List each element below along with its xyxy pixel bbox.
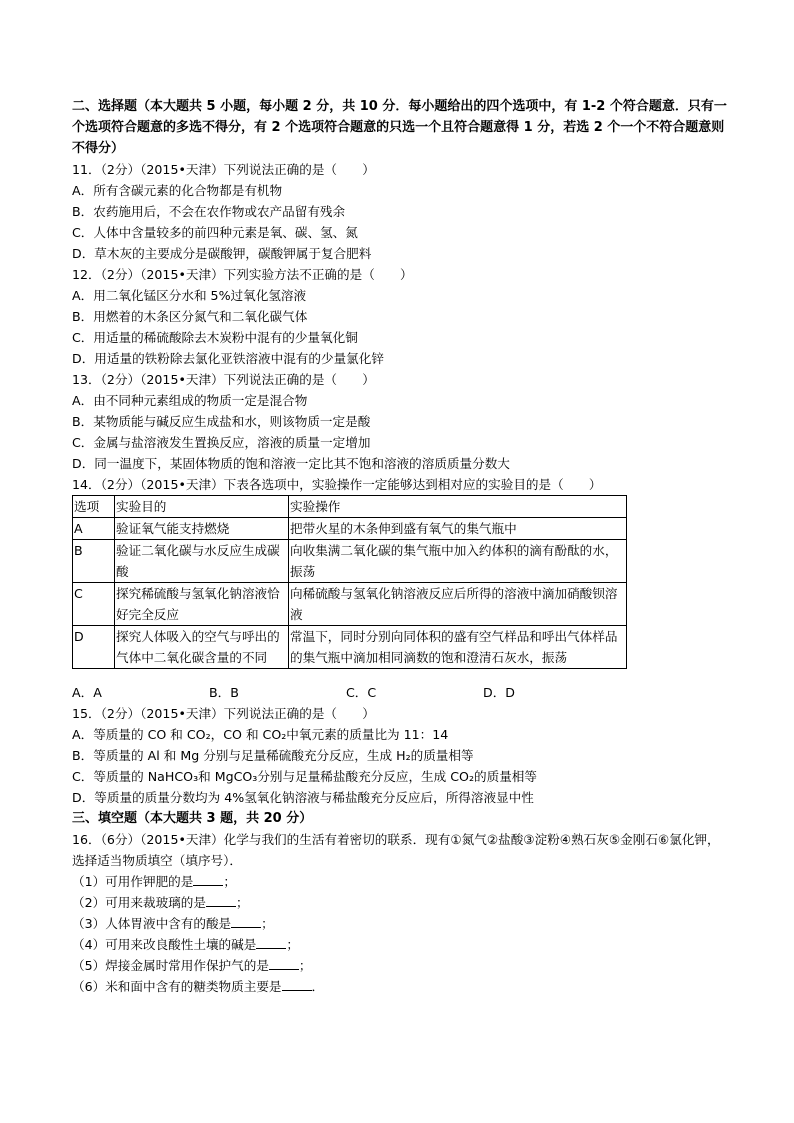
question-16	[72, 829, 732, 997]
q16-item-6	[72, 976, 732, 997]
table-cell: A	[73, 518, 115, 540]
q16-item-2	[72, 892, 732, 913]
q13-option-a: A．由不同种元素组成的物质一定是混合物	[72, 393, 308, 408]
q16-item-1	[72, 871, 732, 892]
table-cell: 把带火星的木条伸到盛有氧气的集气瓶中	[289, 518, 627, 540]
table-cell: 探究人体吸入的空气与呼出的气体中二氧化碳含量的不同	[115, 626, 289, 669]
table-header-row	[73, 496, 627, 518]
table-row	[73, 540, 627, 583]
answer-blank[interactable]	[269, 957, 299, 970]
q16-item-text: （2）可用来裁玻璃的是	[72, 895, 206, 910]
table-cell: 验证氧气能支持燃烧	[115, 518, 289, 540]
q11-option-d: D．草木灰的主要成分是碳酸钾，碳酸钾属于复合肥料	[72, 246, 372, 261]
q16-item-text: （6）米和面中含有的糖类物质主要是	[72, 979, 282, 994]
q16-item-punct: ；	[235, 895, 249, 910]
q16-item-text: （4）可用来改良酸性土壤的碱是	[72, 937, 257, 952]
q16-item-punct: ；	[223, 874, 236, 889]
q15-option-d: D．等质量的质量分数均为 4%氢氧化钠溶液与稀盐酸充分反应后，所得溶液显中性	[72, 790, 534, 805]
table-header-cell: 实验操作	[289, 496, 627, 518]
table-cell: 向稀硫酸与氢氧化钠溶液反应后所得的溶液中滴加硝酸钡溶液	[289, 583, 627, 626]
q14-stem: 14．（2分）（2015•天津）下表各选项中，实验操作一定能够达到相对应的实验目的是（ ）	[72, 477, 602, 492]
section3-heading: 三、填空题（本大题共 3 题，共 20 分）	[72, 811, 313, 826]
q14-answer-d: D．D	[483, 685, 515, 700]
q16-item-punct: ；	[286, 937, 299, 952]
q13-option-d: D．同一温度下，某固体物质的饱和溶液一定比其不饱和溶液的溶质质量分数大	[72, 456, 510, 471]
question-12	[72, 264, 732, 369]
question-14	[72, 474, 732, 703]
q16-item-punct: ．	[311, 979, 325, 994]
q14-answer-options	[72, 682, 732, 703]
q11-stem: 11．（2分）（2015•天津）下列说法正确的是（ ）	[72, 162, 375, 177]
table-cell: B	[73, 540, 115, 583]
answer-blank[interactable]	[231, 915, 261, 928]
question-13	[72, 369, 732, 474]
q14-answer-b: B．B	[209, 685, 239, 700]
q14-answer-c: C．C	[346, 685, 377, 700]
q14-answer-a: A．A	[72, 685, 102, 700]
table-row	[73, 518, 627, 540]
q16-item-3	[72, 913, 732, 934]
table-row	[73, 583, 627, 626]
table-cell: C	[73, 583, 115, 626]
table-cell: D	[73, 626, 115, 669]
table-header-cell: 选项	[73, 496, 115, 518]
section2-heading: 二、选择题（本大题共 5 小题，每小题 2 分，共 10 分．每小题给出的四个选项中，有 1-2 个符合题意．只有一个选项符合题意的多选不得分，有 2 个选项符合题意的只选一个且符合题意得 1 分，若选 2 个一个不符合题意则不得分）	[72, 99, 727, 156]
table-cell: 验证二氧化碳与水反应生成碳酸	[115, 540, 289, 583]
question-15	[72, 703, 732, 808]
q16-item-text: （1）可用作钾肥的是	[72, 874, 194, 889]
q16-item-4	[72, 934, 732, 955]
q16-item-text: （5）焊接金属时常用作保护气的是	[72, 958, 269, 973]
q11-option-c: C．人体中含量较多的前四种元素是氧、碳、氢、氮	[72, 225, 358, 240]
q15-option-c: C．等质量的 NaHCO₃和 MgCO₃分别与足量稀盐酸充分反应，生成 CO₂的质量相等	[72, 769, 537, 784]
q16-item-5	[72, 955, 732, 976]
answer-blank[interactable]	[206, 894, 236, 907]
q16-item-punct: ；	[298, 958, 312, 973]
q13-option-c: C．金属与盐溶液发生置换反应，溶液的质量一定增加	[72, 435, 371, 450]
q14-table	[72, 495, 627, 669]
exam-page	[72, 96, 732, 997]
q15-option-a: A．等质量的 CO 和 CO₂，CO 和 CO₂中氧元素的质量比为 11：14	[72, 727, 449, 742]
q12-option-b: B．用燃着的木条区分氮气和二氧化碳气体	[72, 309, 308, 324]
table-cell: 向收集满二氧化碳的集气瓶中加入约体积的滴有酚酞的水，振荡	[289, 540, 627, 583]
table-cell: 常温下，同时分别向同体积的盛有空气样品和呼出气体样品的集气瓶中滴加相同滴数的饱和澄清石灰水，振荡	[289, 626, 627, 669]
table-cell: 探究稀硫酸与氢氧化钠溶液恰好完全反应	[115, 583, 289, 626]
table-row	[73, 626, 627, 669]
table-header-cell: 实验目的	[115, 496, 289, 518]
q15-option-b: B．等质量的 Al 和 Mg 分别与足量稀硫酸充分反应，生成 H₂的质量相等	[72, 748, 474, 763]
q12-option-a: A．用二氧化锰区分水和 5%过氧化氢溶液	[72, 288, 307, 303]
q13-option-b: B．某物质能与碱反应生成盐和水，则该物质一定是酸	[72, 414, 371, 429]
q15-stem: 15．（2分）（2015•天津）下列说法正确的是（ ）	[72, 706, 375, 721]
q11-option-a: A．所有含碳元素的化合物都是有机物	[72, 183, 283, 198]
q16-item-punct: ；	[261, 916, 274, 931]
q12-stem: 12．（2分）（2015•天津）下列实验方法不正确的是（ ）	[72, 267, 413, 282]
q16-item-text: （3）人体胃液中含有的酸是	[72, 916, 232, 931]
q11-option-b: B．农药施用后，不会在农作物或农产品留有残余	[72, 204, 346, 219]
answer-blank[interactable]	[256, 936, 286, 949]
answer-blank[interactable]	[193, 873, 223, 886]
q12-option-c: C．用适量的稀硫酸除去木炭粉中混有的少量氧化铜	[72, 330, 358, 345]
q13-stem: 13．（2分）（2015•天津）下列说法正确的是（ ）	[72, 372, 375, 387]
q12-option-d: D．用适量的铁粉除去氯化亚铁溶液中混有的少量氯化锌	[72, 351, 384, 366]
question-11	[72, 159, 732, 264]
q16-stem: 16．（6分）（2015•天津）化学与我们的生活有着密切的联系．现有①氮气②盐酸③淀粉④熟石灰⑤金刚石⑥氯化钾，选择适当物质填空（填序号）．	[72, 832, 720, 868]
answer-blank[interactable]	[282, 978, 312, 991]
